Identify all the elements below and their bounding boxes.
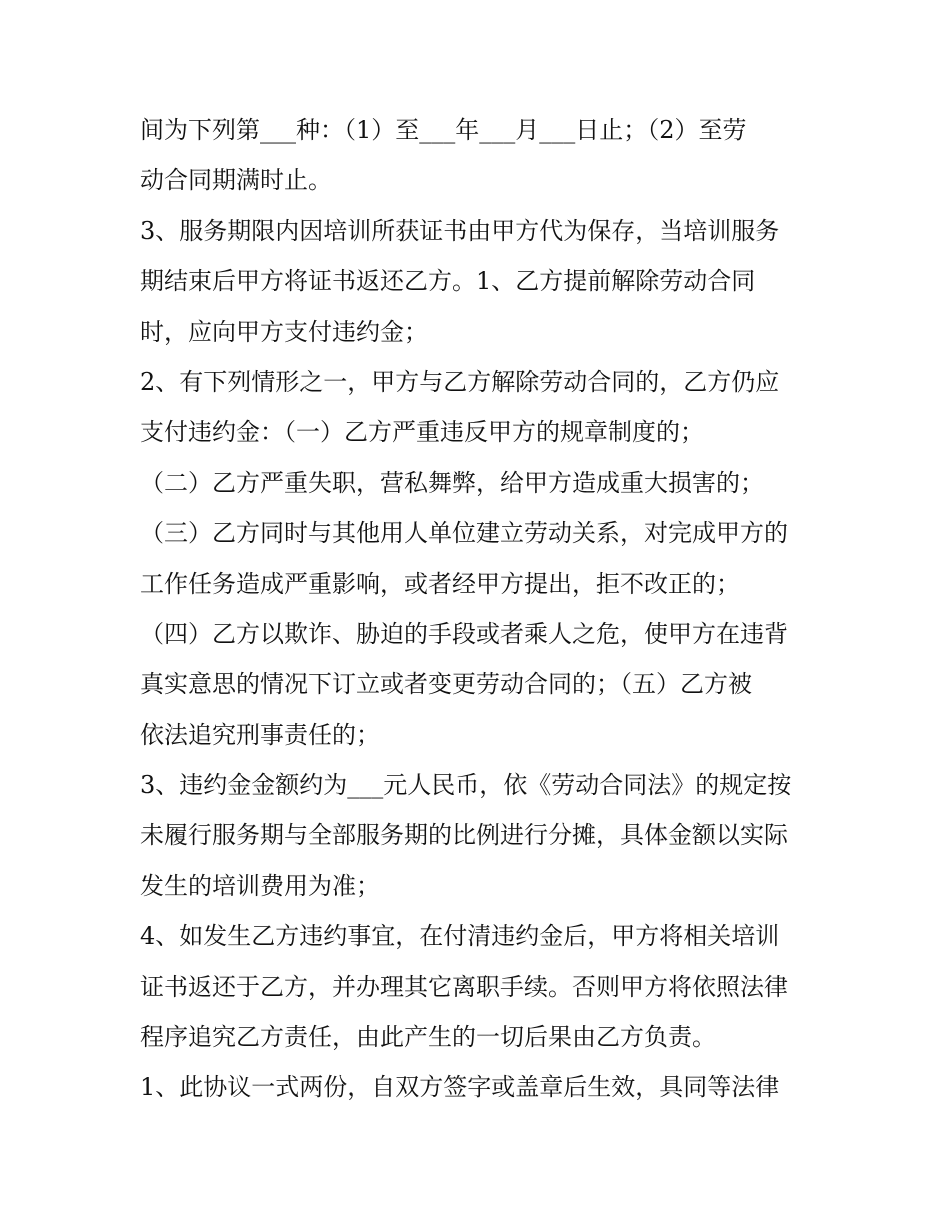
text-line: （四）乙方以欺诈、胁迫的手段或者乘人之危，使甲方在违背 (140, 619, 788, 648)
text-line: 证书返还于乙方，并办理其它离职手续。否则甲方将依照法律 (140, 972, 788, 1001)
text-line: 工作任务造成严重影响，或者经甲方提出，拒不改正的； (140, 569, 740, 598)
text-line: 发生的培训费用为准； (140, 871, 380, 900)
text-line: 依法追究刑事责任的； (140, 720, 380, 749)
text-line: 4、如发生乙方违约事宜，在付清违约金后，甲方将相关培训 (140, 922, 780, 951)
text-line: 间为下列第___种：（1）至___年___月___日止；（2）至劳 (140, 116, 747, 144)
text-line: （二）乙方严重失职，营私舞弊，给甲方造成重大损害的； (140, 468, 764, 497)
text-line: 支付违约金：（一）乙方严重违反甲方的规章制度的； (140, 418, 704, 447)
text-line: 3、服务期限内因培训所获证书由甲方代为保存，当培训服务 (140, 216, 780, 245)
text-line: 程序追究乙方责任，由此产生的一切后果由乙方负责。 (140, 1023, 716, 1052)
text-line: 2、有下列情形之一，甲方与乙方解除劳动合同的，乙方仍应 (140, 367, 780, 396)
text-line: 未履行服务期与全部服务期的比例进行分摊，具体金额以实际 (140, 821, 788, 850)
text-line: （三）乙方同时与其他用人单位建立劳动关系，对完成甲方的 (140, 519, 788, 548)
text-line: 1、此协议一式两份，自双方签字或盖章后生效，具同等法律 (140, 1073, 780, 1102)
text-line: 期结束后甲方将证书返还乙方。1、乙方提前解除劳动合同 (140, 267, 756, 296)
document-body (140, 105, 830, 1113)
text-line: 真实意思的情况下订立或者变更劳动合同的；（五）乙方被 (140, 670, 752, 699)
text-line: 时，应向甲方支付违约金； (140, 317, 428, 346)
text-line: 动合同期满时止。 (140, 166, 332, 195)
text-line: 3、违约金金额约为___元人民币，依《劳动合同法》的规定按 (140, 771, 792, 800)
